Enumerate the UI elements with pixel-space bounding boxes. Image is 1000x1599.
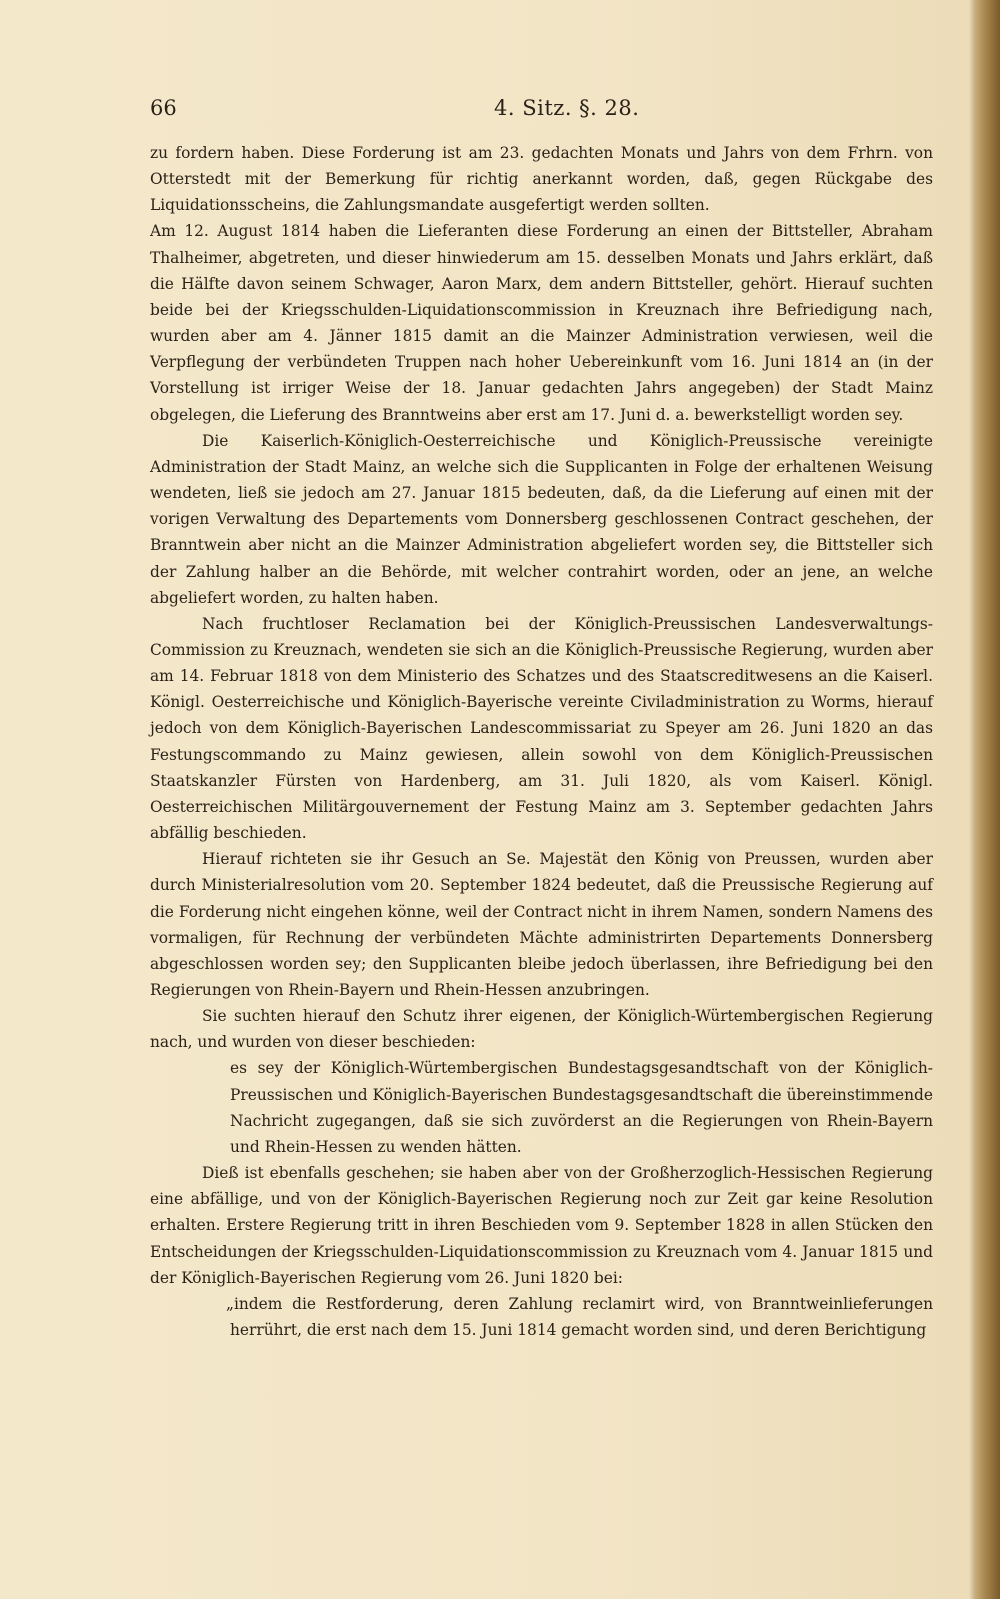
paragraph: Nach fruchtloser Reclamation bei der Königlich-Preussischen Landesverwaltungs-Commission zu Kreuznach, wendeten sie sich an die Königlich-Preussische Regierung, wurden aber am 14. Februar 1818 von dem Ministerio des Schatzes und des Staatscreditwesens an die Kaiserl. Königl. Oesterreichische und Königlich-Bayerische vereinte Civiladministration zu Worms, hierauf jedoch von dem Königlich-Bayerischen Landescommissariat zu Speyer am 26. Juni 1820 an das Festungscommando zu Mainz gewiesen, allein sowohl von dem Königlich-Preussischen Staatskanzler Fürsten von Hardenberg, am 31. Juli 1820, als vom Kaiserl. Königl. Oesterreichischen Militärgouvernement der Festung Mainz am 3. September gedachten Jahrs abfällig beschieden. xyxy=(150,614,933,843)
page-header xyxy=(150,96,930,128)
page-number: 66 xyxy=(150,96,177,120)
quoted-paragraph: „indem die Restforderung, deren Zahlung reclamirt wird, von Branntweinlieferungen herrührt, die erst nach dem 15. Juni 1814 gemacht worden sind, und deren Berichtigung xyxy=(226,1294,933,1340)
page-edge xyxy=(975,0,1000,1599)
paragraph: Sie suchten hierauf den Schutz ihrer eigenen, der Königlich-Würtembergischen Regierung nach, und wurden von dieser beschieden: xyxy=(150,1007,933,1052)
paragraph: Am 12. August 1814 haben die Lieferanten diese Forderung an einen der Bittsteller, Abraham Thalheimer, abgetreten, und dieser hinwiederum am 15. desselben Monats und Jahrs erklärt, daß die Hälfte davon seinem Schwager, Aaron Marx, dem andern Bittsteller, gehört. Hierauf suchten beide bei der Kriegsschulden-Liquidationscommission in Kreuznach ihre Befriedigung nach, wurden aber am 4. Jänner 1815 damit an die Mainzer Administration verwiesen, weil die Verpflegung der verbündeten Truppen nach hoher Uebereinkunft vom 16. Juni 1814 an (in der Vorstellung ist irriger Weise der 18. Januar gedachten Jahrs angegeben) der Stadt Mainz obgelegen, die Lieferung des Branntweins aber erst am 17. Juni d. a. bewerkstelligt worden sey. xyxy=(150,222,933,424)
paragraph: Dieß ist ebenfalls geschehen; sie haben aber von der Großherzoglich-Hessischen Regierung eine abfällige, und von der Königlich-Bayerischen Regierung noch zur Zeit gar keine Resolution erhalten. Erstere Regierung tritt in ihren Beschieden vom 9. September 1828 in allen Stücken den Entscheidungen der Kriegsschulden-Liquidationscommission zu Kreuznach vom 4. Januar 1815 und der Königlich-Bayerischen Regierung vom 26. Juni 1820 bei: xyxy=(150,1164,933,1287)
paragraph: Die Kaiserlich-Königlich-Oesterreichische und Königlich-Preussische vereinigte Administration der Stadt Mainz, an welche sich die Supplicanten in Folge der erhaltenen Weisung wendeten, ließ sie jedoch am 27. Januar 1815 bedeuten, daß, da die Lieferung auf einen mit der vorigen Verwaltung des Departements vom Donnersberg geschlossenen Contract geschehen, der Branntwein aber nicht an die Mainzer Administration abgeliefert worden sey, die Bittsteller sich der Zahlung halber an die Behörde, mit welcher contrahirt worden, oder an jene, an welche abgeliefert worden, zu halten haben. xyxy=(150,431,933,607)
running-title: 4. Sitz. §. 28. xyxy=(494,96,640,120)
paragraph: zu fordern haben. Diese Forderung ist am 23. gedachten Monats und Jahrs von dem Frhrn. von Otterstedt mit der Bemerkung für richtig anerkannt worden, daß, gegen Rückgabe des Liquidationsscheins, die Zahlungsmandate ausgefertigt werden sollten. xyxy=(150,144,933,215)
paragraph: Hierauf richteten sie ihr Gesuch an Se. Majestät den König von Preussen, wurden aber durch Ministerialresolution vom 20. September 1824 bedeutet, daß die Preussische Regierung auf die Forderung nicht eingehen könne, weil der Contract nicht in ihrem Namen, sondern Namens des vormaligen, für Rechnung der verbündeten Mächte administrirten Departements Donnersberg abgeschlossen worden sey; den Supplicanten bleibe jedoch überlassen, ihre Befriedigung bei den Regierungen von Rhein-Bayern und Rhein-Hessen anzubringen. xyxy=(150,850,933,999)
quoted-paragraph: es sey der Königlich-Würtembergischen Bundestagsgesandtschaft von der Königlich-Preussischen und Königlich-Bayerischen Bundestagsgesandtschaft die übereinstimmende Nachricht zugegangen, daß sie sich zuvörderst an die Regierungen von Rhein-Bayern und Rhein-Hessen zu wenden hätten. xyxy=(230,1059,933,1156)
body-text xyxy=(150,140,933,1343)
